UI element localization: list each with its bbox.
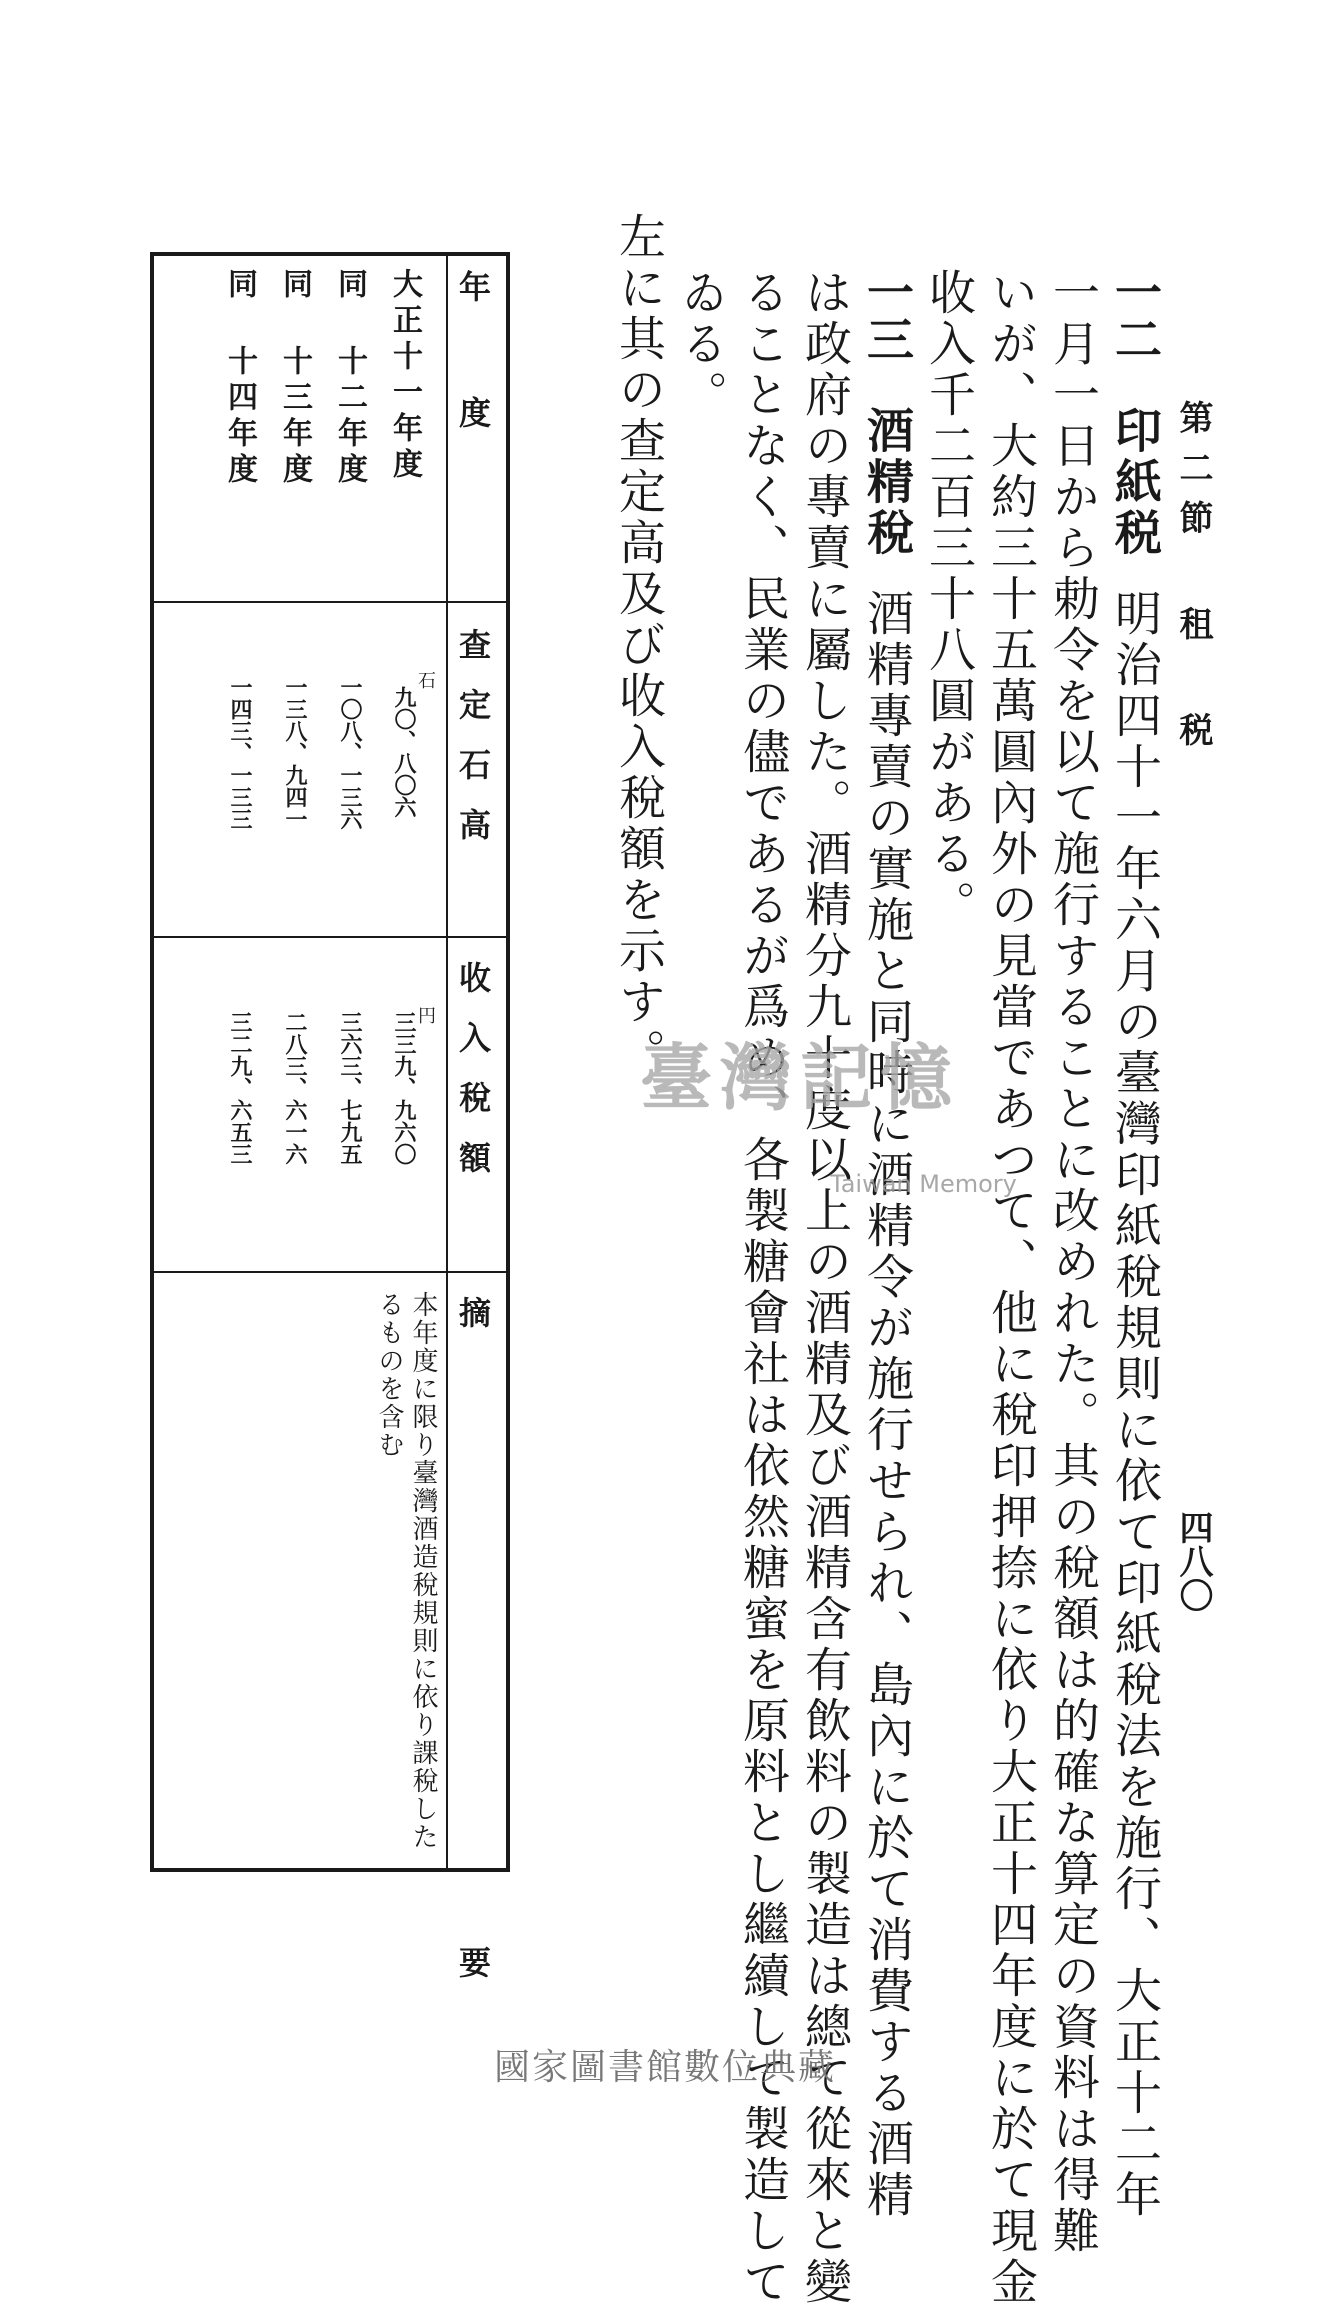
table-rule	[154, 1271, 506, 1273]
row-year: 同 十四年度	[222, 268, 257, 489]
table-rule	[154, 936, 506, 938]
footer-credit: 國家圖書館數位典藏	[493, 2047, 836, 2088]
row-assessed: 一三八、九四一	[282, 676, 308, 830]
table-rule	[446, 256, 448, 1868]
row-revenue: 三三九、九六〇	[391, 1011, 417, 1165]
section-mark: 一二	[1107, 268, 1162, 362]
body-line: ゐる。	[673, 268, 728, 421]
watermark-subtitle: Taiwan Memory	[830, 1170, 1017, 1198]
row-year: 大正十一年度	[387, 268, 422, 484]
header-remarks: 摘 要	[454, 1296, 492, 2268]
paragraph-title: 印紙税	[1107, 406, 1162, 559]
body-line: ることなく、民業の儘であるが爲め、各製糖會社は依然糖蜜を原料とし繼續して製造して	[735, 268, 790, 2308]
row-remarks: 本年度に限り臺灣酒造稅規則に依り課稅したるものを含む	[374, 1291, 438, 1851]
section-mark: 一三	[859, 268, 914, 362]
page-number: 四八〇	[1173, 1510, 1213, 1612]
row-revenue: 三六三、七九五	[337, 1011, 363, 1165]
tax-table	[150, 252, 510, 2268]
body-line	[860, 268, 912, 2221]
row-year: 同 十二年度	[332, 268, 367, 489]
body-line: は政府の專賣に屬した。酒精分九十度以上の酒精及び酒精含有飲料の製造は總て從來と變	[797, 268, 852, 2308]
row-assessed: 九〇、八〇六	[391, 686, 417, 818]
body-line: 收入千二百三十八圓がある。	[921, 268, 976, 931]
unit-koku: 石	[415, 671, 436, 689]
table-intro-line: 左に其の查定高及び收入稅額を示す。	[611, 212, 666, 1079]
header-year: 年 度	[454, 270, 492, 456]
row-revenue: 三二九、六五三	[227, 1011, 253, 1165]
body-line: 一月一日から勅令を以て施行することに改めれた。其の稅額は的確な算定の資料は得難	[1045, 268, 1100, 2257]
header-revenue: 收入稅額	[454, 961, 492, 1201]
watermark-logo: 臺灣記憶	[640, 1035, 961, 1120]
row-revenue: 二八三、六一六	[282, 1011, 308, 1165]
unit-yen: 円	[415, 1006, 436, 1024]
paragraph-title: 酒精稅	[859, 406, 914, 559]
header-assessed: 查定石高	[454, 628, 492, 868]
body-text: 明治四十一年六月の臺灣印紙稅規則に依て印紙稅法を施行、大正十二年	[1107, 589, 1162, 2221]
body-line	[1108, 268, 1160, 2221]
running-head-section: 第二節 租 税	[1173, 400, 1213, 762]
row-assessed: 一〇八、一三六	[337, 676, 363, 830]
row-assessed: 一四三、一三三	[227, 676, 253, 830]
row-year: 同 十三年度	[277, 268, 312, 489]
body-text: 酒精專賣の實施と同時に酒精令が施行せられ、島內に於て消費する酒精	[859, 589, 914, 2221]
body-line: いが、大約三十五萬圓內外の見當であつて、他に稅印押捺に依り大正十四年度に於て現金	[983, 268, 1038, 2308]
table-rule	[154, 601, 506, 603]
